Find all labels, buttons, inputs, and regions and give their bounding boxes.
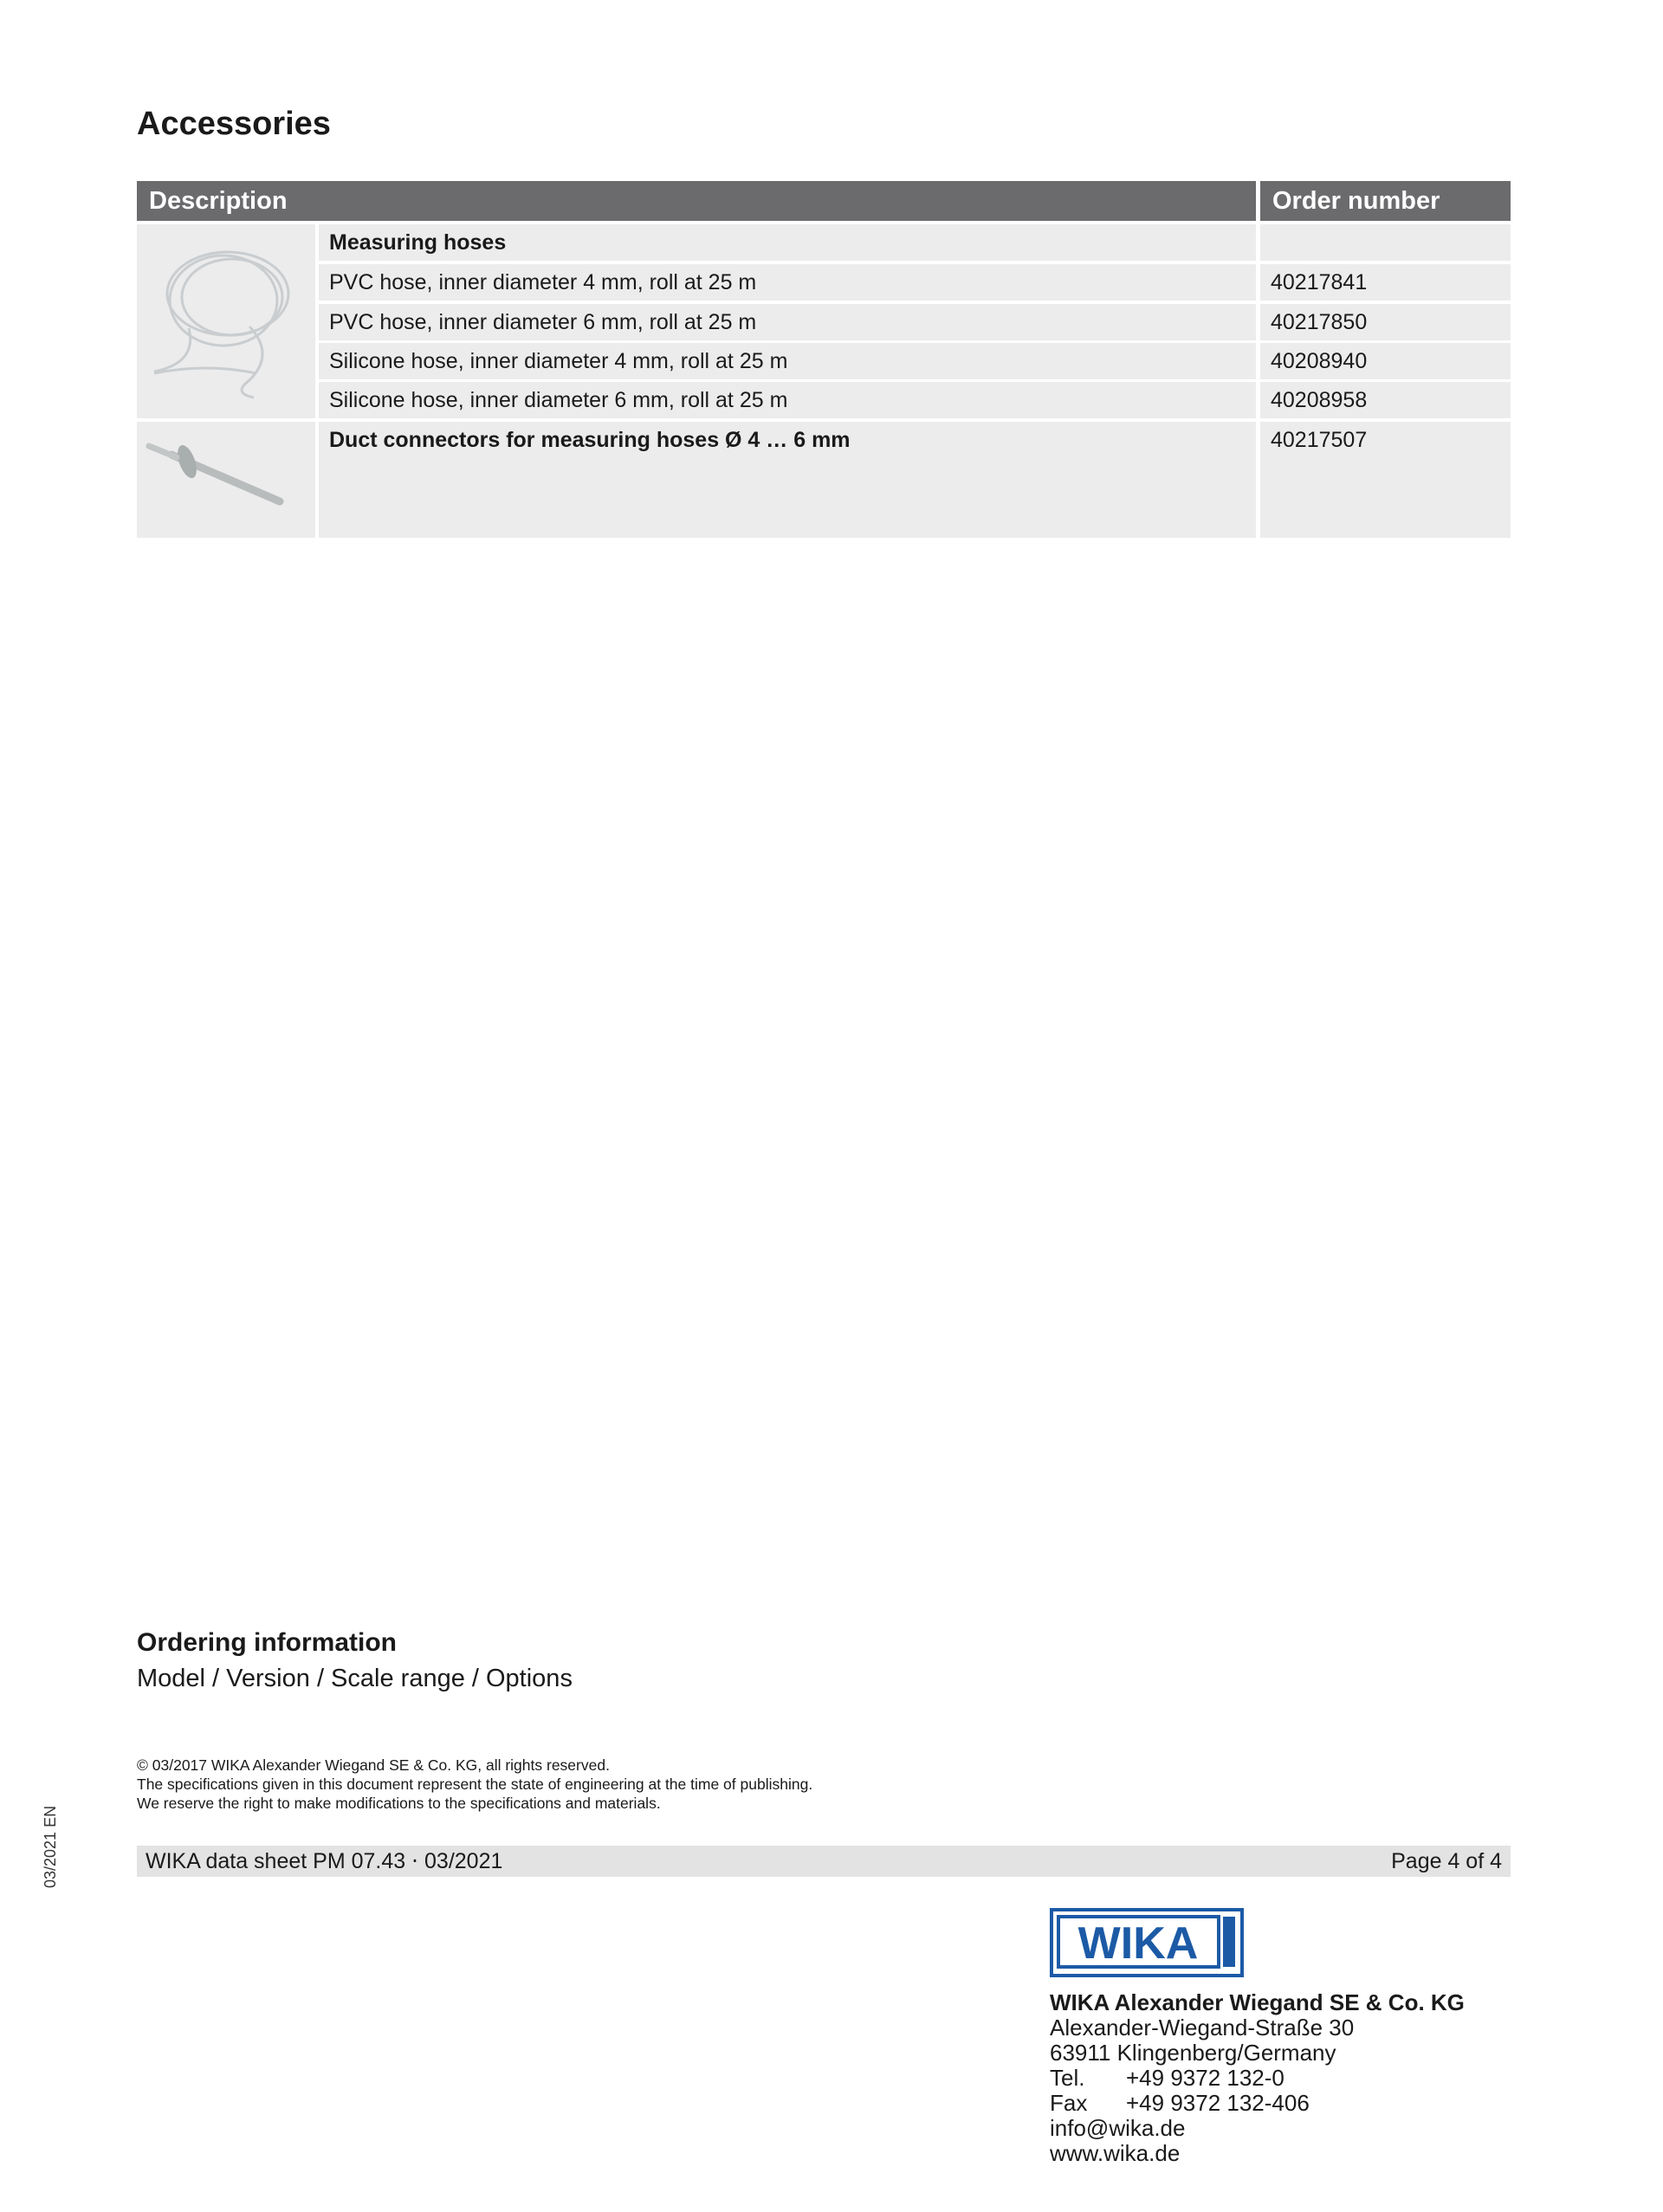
- edition-label: 03/2021 EN: [42, 1805, 59, 1888]
- table-row-order: 40217841: [1260, 264, 1511, 301]
- table-row-order: 40217850: [1260, 304, 1511, 340]
- legal-line: © 03/2017 WIKA Alexander Wiegand SE & Co. KG, all rights reserved.: [137, 1756, 610, 1774]
- table-row-order: 40217507: [1260, 422, 1511, 538]
- datasheet-reference: WIKA data sheet PM 07.43 ⋅ 03/2021: [146, 1849, 503, 1873]
- city: 63911 Klingenberg/Germany: [1050, 2040, 1336, 2066]
- section-title: Accessories: [137, 106, 331, 142]
- website-link[interactable]: www.wika.de: [1050, 2140, 1181, 2166]
- header-description: Description: [137, 181, 1256, 221]
- duct-connector-image: [137, 422, 315, 538]
- svg-text:WIKA: WIKA: [1077, 1918, 1199, 1969]
- hose-coil-image: [137, 224, 315, 418]
- page-number: Page 4 of 4: [1391, 1849, 1502, 1873]
- footer-bar: [137, 1846, 1511, 1877]
- wika-logo: [1050, 1908, 1244, 1977]
- table-row-description: Silicone hose, inner diameter 4 mm, roll at 25 m: [319, 343, 1256, 379]
- legal-line: We reserve the right to make modifications to the specifications and materials.: [137, 1795, 661, 1812]
- table-row-description: Silicone hose, inner diameter 6 mm, roll at 25 m: [319, 382, 1256, 418]
- fax: Fax +49 9372 132-406: [1050, 2090, 1310, 2116]
- group-title-order: [1260, 224, 1511, 261]
- table-row-description: PVC hose, inner diameter 4 mm, roll at 25 m: [319, 264, 1256, 301]
- ordering-title: Ordering information: [137, 1628, 397, 1657]
- email-link[interactable]: info@wika.de: [1050, 2115, 1186, 2141]
- company-address: [1050, 1990, 1465, 2166]
- group-title-duct-connectors: Duct connectors for measuring hoses Ø 4 … 6 mm: [319, 422, 1256, 538]
- legal-notice: [137, 1756, 812, 1813]
- header-order-number: Order number: [1260, 181, 1511, 221]
- table-row-order: 40208958: [1260, 382, 1511, 418]
- ordering-subtitle: Model / Version / Scale range / Options: [137, 1665, 573, 1692]
- street: Alexander-Wiegand-Straße 30: [1050, 2015, 1355, 2041]
- table-row-description: PVC hose, inner diameter 6 mm, roll at 25 m: [319, 304, 1256, 340]
- company-name: WIKA Alexander Wiegand SE & Co. KG: [1050, 1989, 1465, 2015]
- group-title-measuring-hoses: Measuring hoses: [319, 224, 1256, 261]
- table-row-order: 40208940: [1260, 343, 1511, 379]
- legal-line: The specifications given in this document represent the state of engineering at the time of publishing.: [137, 1775, 813, 1793]
- telephone: Tel. +49 9372 132-0: [1050, 2065, 1284, 2091]
